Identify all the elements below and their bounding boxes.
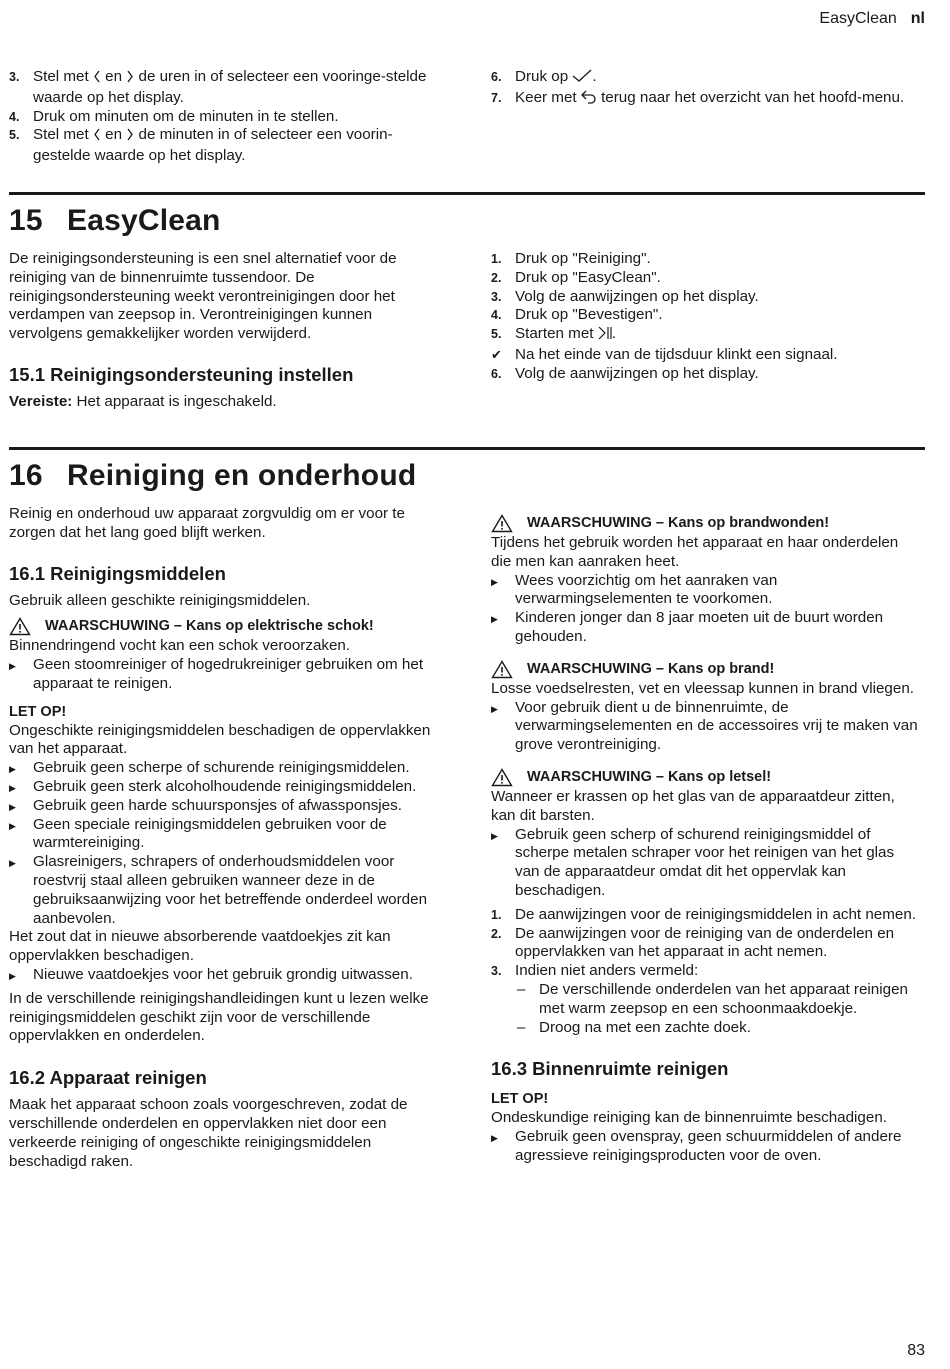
list-item: 5. Stel met en de minuten in of selecteer een voorin-gestelde waarde op het display. bbox=[9, 126, 393, 165]
top-left-steps bbox=[9, 68, 439, 166]
bullet-arrow-icon: ▶ bbox=[9, 661, 16, 672]
list-item: ▶ Gebruik geen sterk alcoholhoudende reinigingsmiddelen. bbox=[9, 778, 439, 797]
running-head bbox=[819, 10, 925, 29]
list-item: ▶ Geen stoomreiniger of hogedrukreiniger gebruiken om het apparaat te reinigen. bbox=[9, 656, 424, 692]
list-item: 1. De aanwijzingen voor de reinigingsmiddelen in acht nemen. bbox=[491, 905, 917, 923]
list-item: 4. Druk om minuten om de minuten in te stellen. bbox=[9, 107, 339, 125]
chevron-left-icon bbox=[93, 128, 101, 147]
section-16-left: Reinig en onderhoud uw apparaat zorgvuldig om er voor te zorgen dat het lang goed blijft werken. 16.1 Reinigingsmiddelen Gebruik alleen geschikte reinigingsmiddelen. WAARSCHUWING – Kans op elektrische schok! Binnendringend vocht kan een schok veroorzaken. ▶ Geen stoomreiniger of hogedrukreiniger gebruiken om het apparaat te reinigen. LET OP! Ongeschikte reinigingsmiddelen beschadigen de oppervlakken van het apparaat. ▶ Gebruik geen scherpe of schurende reinigingsmiddelen. ▶ Gebruik geen sterk alcoholhoudende reinigingsmiddelen. ▶ Gebruik geen harde schuursponsjes of afwassponsjes. ▶ Geen speciale reinigingsmiddelen gebruiken voor de warmtereiniging. ▶ Glasreinigers, schrapers of onderhoudsmiddelen voor roestvrij staal alleen gebruiken wanneer deze in de gebruiksaanwijzing voor het betreffende onderdeel worden aanbevolen. Het zout dat in nieuwe absorberende vaatdoekjes zit kan oppervlakken beschadigen. ▶ Nieuwe vaatdoekjes voor het gebruik grondig uitwassen. In de verschillende reinigingshandleidingen kunt u lezen welke reinigingsmiddelen geschikt zijn voor de verschillende oppervlakken en onderdelen. 16.2 Apparaat reinigen Maak het apparaat schoon zoals voorgeschreven, zodat de verschillende onderdelen en oppervlakken niet door een verkeerde reiniging of ongeschikte reinigingsmiddelen beschadigd raken. bbox=[9, 505, 439, 1171]
bullet-arrow-icon: ▶ bbox=[491, 576, 498, 587]
list-item: ▶ Gebruik geen scherp of schurend reinigingsmiddel of scherpe metalen schraper voor het reinigen van het glas van de apparaatdeur omdat dit het oppervlak kan beschadigen. bbox=[491, 825, 895, 899]
list-item: ▶ Glasreinigers, schrapers of onderhoudsmiddelen voor roestvrij staal alleen gebruiken wanneer deze in de gebruiksaanwijzing voor het betreffende onderdeel worden aanbevolen. bbox=[9, 853, 428, 927]
subsection-16-1-title: 16.1 Reinigingsmiddelen bbox=[9, 562, 226, 584]
section-divider bbox=[9, 192, 925, 195]
top-right-steps bbox=[491, 68, 921, 110]
section-15-title: 15 EasyClean bbox=[9, 204, 221, 237]
list-item: 7. Keer met terug naar het overzicht van het hoofd-menu. bbox=[491, 89, 921, 110]
list-item: 3. Stel met en de uren in of selecteer een vooringe-stelde waarde op het display. bbox=[9, 68, 427, 106]
list-item: ✔ Na het einde van de tijdsduur klinkt een signaal. bbox=[491, 345, 838, 363]
bullet-arrow-icon: ▶ bbox=[491, 614, 498, 625]
list-item: ▶ Kinderen jonger dan 8 jaar moeten uit de buurt worden gehouden. bbox=[491, 609, 884, 645]
step-number: 6. bbox=[491, 70, 502, 84]
bullet-arrow-icon: ▶ bbox=[9, 801, 16, 812]
section-15-left bbox=[9, 250, 439, 412]
list-item: 2. Druk op "EasyClean". bbox=[491, 268, 661, 286]
section-16-right: WAARSCHUWING – Kans op brandwonden! Tijdens het gebruik worden het apparaat en haar onderdelen die men kan aanraken heet. ▶ Wees voorzichtig om het aanraken van verwarmingselementen te voorkomen. ▶ Kinderen jonger dan 8 jaar moeten uit de buurt worden gehouden. WAARSCHUWING – Kans op brand! Losse voedselresten, vet en vleessap kunnen in brand vliegen. ▶ Voor gebruik dient u de binnenruimte, de verwarmingselementen en de accessoires vrij te maken van grove verontreiniging. WAARSCHUWING – Kans op letsel! Wanneer er krassen op het glas van de apparaatdeur zitten, kan dit barsten. ▶ Gebruik geen scherp of schurend reinigingsmiddel of scherpe metalen schraper voor het reinigen van het glas van de apparaatdeur omdat dit het oppervlak kan beschadigen. 1. De aanwijzingen voor de reinigingsmiddelen in acht nemen. 2. De aanwijzingen voor de reiniging van de onderdelen en oppervlakken van het apparaat in acht nemen. 3. Indien niet anders vermeld: – De verschillende onderdelen van het apparaat reinigen met warm zeepsop en een schoonmaakdoekje. – Droog na met een zachte doek. 16.3 Binnenruimte reinigen LET OP! Ondeskundige reiniging kan de binnenruimte beschadigen. ▶ Gebruik geen ovenspray, geen schuurmiddelen of andere agressieve reinigingsproducten voor de oven. bbox=[491, 514, 921, 1166]
result-check-icon: ✔ bbox=[491, 346, 502, 362]
warning-triangle-icon bbox=[9, 617, 31, 636]
list-item: ▶ Gebruik geen scherpe of schurende reinigingsmiddelen. bbox=[9, 759, 439, 778]
warning-triangle-icon bbox=[491, 660, 513, 679]
step-number: 4. bbox=[9, 109, 20, 124]
list-item: ▶ Geen speciale reinigingsmiddelen gebruiken voor de warmtereiniging. bbox=[9, 815, 387, 852]
list-item: 6. Volg de aanwijzingen op het display. bbox=[491, 364, 759, 382]
subsection-16-3-title: 16.3 Binnenruimte reinigen bbox=[491, 1058, 729, 1080]
start-pause-icon bbox=[598, 326, 612, 346]
warning-triangle-icon bbox=[491, 514, 513, 533]
chevron-left-icon bbox=[93, 70, 101, 89]
section-15-intro: De reinigingsondersteuning is een snel alternatief voor de reiniging van de binnenruimte tussendoor. De reinigingsondersteuning weekt verontreinigingen door het verdampen van zeepsop in. Verontreinigingen kunnen vervolgens gemakkelijker worden verwijderd. bbox=[9, 250, 397, 343]
list-item: ▶ Nieuwe vaatdoekjes voor het gebruik grondig uitwassen. bbox=[9, 966, 439, 985]
section-divider bbox=[9, 447, 925, 450]
list-item: 6. Druk op . bbox=[491, 68, 921, 89]
prerequisite: Vereiste: Het apparaat is ingeschakeld. bbox=[9, 392, 277, 410]
back-arrow-icon bbox=[581, 90, 597, 110]
list-item: 4. Druk op "Bevestigen". bbox=[491, 306, 663, 324]
list-item: ▶ Gebruik geen ovenspray, geen schuurmiddelen of andere agressieve reinigingsproducten voor de oven. bbox=[491, 1127, 902, 1164]
bullet-arrow-icon: ▶ bbox=[9, 764, 16, 775]
step-number: 5. bbox=[9, 128, 20, 143]
list-item: 3. Indien niet anders vermeld: – De verschillende onderdelen van het apparaat reinigen met warm zeepsop en een schoonmaakdoekje. – Droog na met een zachte doek. bbox=[491, 962, 921, 1037]
step-number: 7. bbox=[491, 90, 502, 105]
warning-title: WAARSCHUWING – Kans op letsel! bbox=[491, 768, 921, 787]
page-number: 83 bbox=[907, 1342, 925, 1360]
subsection-15-1-title: 15.1 Reinigingsondersteuning instellen bbox=[9, 363, 354, 385]
bullet-arrow-icon: ▶ bbox=[9, 970, 16, 981]
list-item: ▶ Wees voorzichtig om het aanraken van verwarmingselementen te voorkomen. bbox=[491, 571, 778, 608]
warning-title: WAARSCHUWING – Kans op elektrische schok! bbox=[9, 617, 439, 636]
step-number: 3. bbox=[9, 70, 20, 84]
bullet-arrow-icon: ▶ bbox=[491, 1132, 498, 1143]
list-item: 1. Druk op "Reiniging". bbox=[491, 250, 651, 267]
list-item: ▶ Voor gebruik dient u de binnenruimte, de verwarmingselementen en de accessoires vrij te maken van grove verontreiniging. bbox=[491, 698, 918, 754]
warning-title: WAARSCHUWING – Kans op brand! bbox=[491, 660, 921, 679]
bullet-arrow-icon: ▶ bbox=[9, 858, 16, 869]
running-head-section: EasyClean bbox=[819, 10, 897, 27]
warning-title: WAARSCHUWING – Kans op brandwonden! bbox=[491, 514, 921, 533]
list-item: 2. De aanwijzingen voor de reiniging van de onderdelen en oppervlakken van het apparaat in acht nemen. bbox=[491, 924, 895, 961]
notice-title: LET OP! bbox=[491, 1091, 549, 1108]
list-item: – De verschillende onderdelen van het apparaat reinigen met warm zeepsop en een schoonmaakdoekje. bbox=[517, 980, 908, 1017]
warning-triangle-icon bbox=[491, 768, 513, 787]
list-item: 3. Volg de aanwijzingen op het display. bbox=[491, 287, 759, 305]
bullet-arrow-icon: ▶ bbox=[491, 830, 498, 841]
running-head-lang: nl bbox=[910, 10, 925, 27]
section-16-intro: Reinig en onderhoud uw apparaat zorgvuldig om er voor te zorgen dat het lang goed blijft werken. bbox=[9, 505, 405, 541]
bullet-arrow-icon: ▶ bbox=[9, 782, 16, 793]
section-15-steps bbox=[491, 250, 921, 384]
section-16-title: 16 Reiniging en onderhoud bbox=[9, 459, 417, 492]
bullet-arrow-icon: ▶ bbox=[9, 820, 16, 831]
notice-title: LET OP! bbox=[9, 703, 67, 720]
list-item: ▶ Gebruik geen harde schuursponsjes of afwassponsjes. bbox=[9, 797, 439, 816]
list-item: 5. Starten met . bbox=[491, 325, 921, 346]
checkmark-icon bbox=[572, 69, 592, 89]
list-item: – Droog na met een zachte doek. bbox=[517, 1018, 751, 1036]
subsection-16-2-title: 16.2 Apparaat reinigen bbox=[9, 1067, 207, 1089]
bullet-arrow-icon: ▶ bbox=[491, 703, 498, 714]
